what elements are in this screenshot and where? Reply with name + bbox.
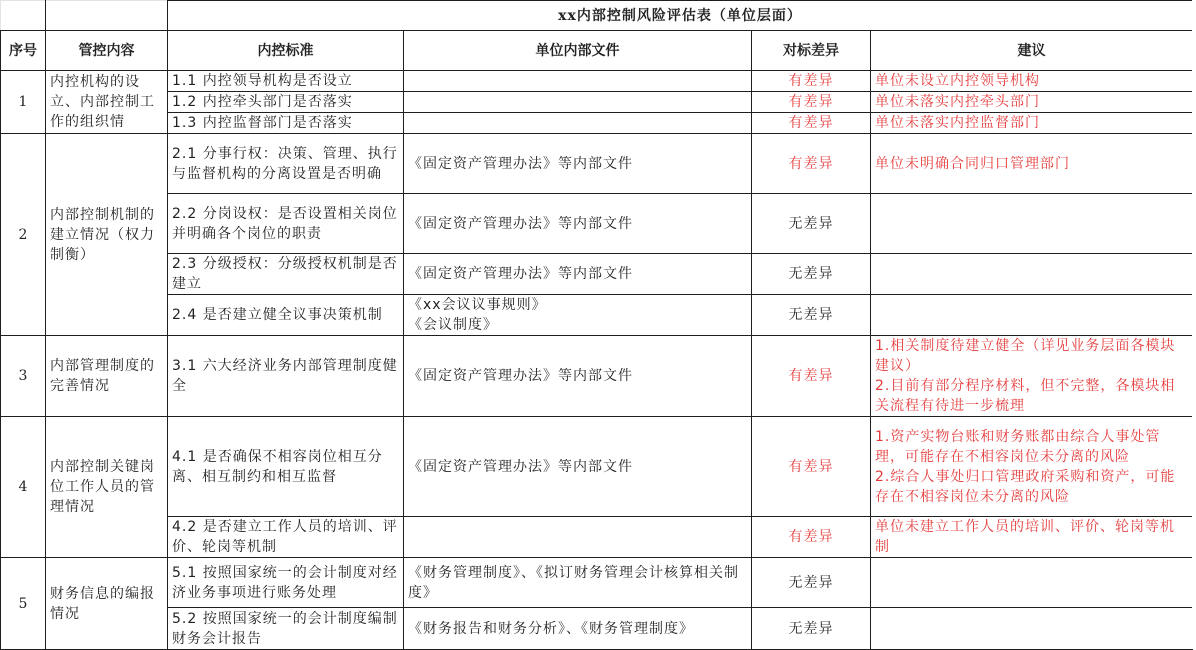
cell-control-item[interactable]: 内控机构的设立、内部控制工作的组织情: [46, 71, 168, 134]
table-row: [1, 254, 1193, 295]
cell-internal-docs[interactable]: 《固定资产管理办法》等内部文件: [404, 254, 752, 295]
cell-standard[interactable]: 2.2 分岗设权：是否设置相关岗位并明确各个岗位的职责: [168, 194, 404, 254]
cell-suggestion[interactable]: 单位未明确合同归口管理部门: [871, 134, 1193, 194]
table-row: [1, 295, 1193, 336]
cell-standard[interactable]: 3.1 六大经济业务内部管理制度健全: [168, 336, 404, 417]
cell-internal-docs[interactable]: 《固定资产管理办法》等内部文件: [404, 336, 752, 417]
table-title[interactable]: xx内部控制风险评估表（单位层面）: [168, 1, 1193, 31]
sheet-edge: [1192, 0, 1196, 649]
cell-seq[interactable]: 5: [1, 558, 46, 650]
cell-internal-docs[interactable]: [404, 71, 752, 92]
table-row: [1, 113, 1193, 134]
header-seq[interactable]: 序号: [1, 31, 46, 71]
cell-standard[interactable]: 2.1 分事行权：决策、管理、执行与监督机构的分离设置是否明确: [168, 134, 404, 194]
header-item[interactable]: 管控内容: [46, 31, 168, 71]
cell-standard[interactable]: 1.2 内控牵头部门是否落实: [168, 92, 404, 113]
cell-difference[interactable]: 无差异: [752, 295, 871, 336]
cell-internal-docs[interactable]: 《固定资产管理办法》等内部文件: [404, 134, 752, 194]
cell-control-item[interactable]: 内部控制机制的建立情况（权力制衡）: [46, 134, 168, 336]
cell-difference[interactable]: 有差异: [752, 417, 871, 517]
cell-difference[interactable]: 无差异: [752, 194, 871, 254]
cell-standard[interactable]: 4.2 是否建立工作人员的培训、评价、轮岗等机制: [168, 517, 404, 558]
cell-internal-docs[interactable]: 《固定资产管理办法》等内部文件: [404, 417, 752, 517]
cell-suggestion[interactable]: [871, 254, 1193, 295]
cell-suggestion[interactable]: 单位未落实内控监督部门: [871, 113, 1193, 134]
cell-difference[interactable]: 有差异: [752, 92, 871, 113]
cell-suggestion[interactable]: 单位未落实内控牵头部门: [871, 92, 1193, 113]
cell-standard[interactable]: 1.1 内控领导机构是否设立: [168, 71, 404, 92]
cell-standard[interactable]: 5.1 按照国家统一的会计制度对经济业务事项进行账务处理: [168, 558, 404, 608]
cell-suggestion[interactable]: 单位未建立工作人员的培训、评价、轮岗等机制: [871, 517, 1193, 558]
cell-difference[interactable]: 有差异: [752, 517, 871, 558]
cell-internal-docs[interactable]: 《财务报告和财务分析》、《财务管理制度》: [404, 608, 752, 650]
cell-difference[interactable]: 无差异: [752, 254, 871, 295]
table-row: [1, 71, 1193, 92]
cell-control-item[interactable]: 财务信息的编报情况: [46, 558, 168, 650]
cell-internal-docs[interactable]: [404, 113, 752, 134]
cell-suggestion[interactable]: [871, 608, 1193, 650]
header-standard[interactable]: 内控标准: [168, 31, 404, 71]
table-row: [1, 194, 1193, 254]
cell-difference[interactable]: 有差异: [752, 71, 871, 92]
cell-standard[interactable]: 2.4 是否建立健全议事决策机制: [168, 295, 404, 336]
cell-internal-docs[interactable]: 《财务管理制度》、《拟订财务管理会计核算相关制度》: [404, 558, 752, 608]
table-row: [1, 134, 1193, 194]
cell-suggestion[interactable]: [871, 194, 1193, 254]
cell-seq[interactable]: 2: [1, 134, 46, 336]
cell-suggestion[interactable]: [871, 295, 1193, 336]
cell-suggestion[interactable]: 单位未设立内控领导机构: [871, 71, 1193, 92]
header-row: [1, 31, 1193, 71]
header-docs[interactable]: 单位内部文件: [404, 31, 752, 71]
table-row: [1, 336, 1193, 417]
cell-internal-docs[interactable]: 《固定资产管理办法》等内部文件: [404, 194, 752, 254]
cell-standard[interactable]: 1.3 内控监督部门是否落实: [168, 113, 404, 134]
cell-standard[interactable]: 4.1 是否确保不相容岗位相互分离、相互制约和相互监督: [168, 417, 404, 517]
cell-internal-docs[interactable]: 《xx会议议事规则》 《会议制度》: [404, 295, 752, 336]
corner-cell[interactable]: [1, 1, 46, 31]
cell-seq[interactable]: 1: [1, 71, 46, 134]
cell-internal-docs[interactable]: [404, 92, 752, 113]
cell-difference[interactable]: 有差异: [752, 134, 871, 194]
table-row: [1, 417, 1193, 517]
header-diff[interactable]: 对标差异: [752, 31, 871, 71]
cell-seq[interactable]: 4: [1, 417, 46, 558]
cell-difference[interactable]: 无差异: [752, 608, 871, 650]
cell-suggestion[interactable]: 1.相关制度待建立健全（详见业务层面各模块建议） 2.目前有部分程序材料，但不完整，各模块相关流程有待进一步梳理: [871, 336, 1193, 417]
table-row: [1, 608, 1193, 650]
cell-internal-docs[interactable]: [404, 517, 752, 558]
cell-difference[interactable]: 有差异: [752, 113, 871, 134]
cell-seq[interactable]: 3: [1, 336, 46, 417]
header-suggestion[interactable]: 建议: [871, 31, 1193, 71]
table-row: [1, 517, 1193, 558]
title-row: [1, 1, 1193, 31]
cell-difference[interactable]: 无差异: [752, 558, 871, 608]
table-row: [1, 558, 1193, 608]
cell-difference[interactable]: 有差异: [752, 336, 871, 417]
table-row: [1, 92, 1193, 113]
cell-standard[interactable]: 2.3 分级授权：分级授权机制是否建立: [168, 254, 404, 295]
cell-control-item[interactable]: 内部管理制度的完善情况: [46, 336, 168, 417]
corner-cell[interactable]: [46, 1, 168, 31]
cell-suggestion[interactable]: 1.资产实物台账和财务账都由综合人事处管理，可能存在不相容岗位未分离的风险 2.综合人事处归口管理政府采购和资产，可能存在不相容岗位未分离的风险: [871, 417, 1193, 517]
cell-suggestion[interactable]: [871, 558, 1193, 608]
cell-standard[interactable]: 5.2 按照国家统一的会计制度编制财务会计报告: [168, 608, 404, 650]
cell-control-item[interactable]: 内部控制关键岗位工作人员的管理情况: [46, 417, 168, 558]
